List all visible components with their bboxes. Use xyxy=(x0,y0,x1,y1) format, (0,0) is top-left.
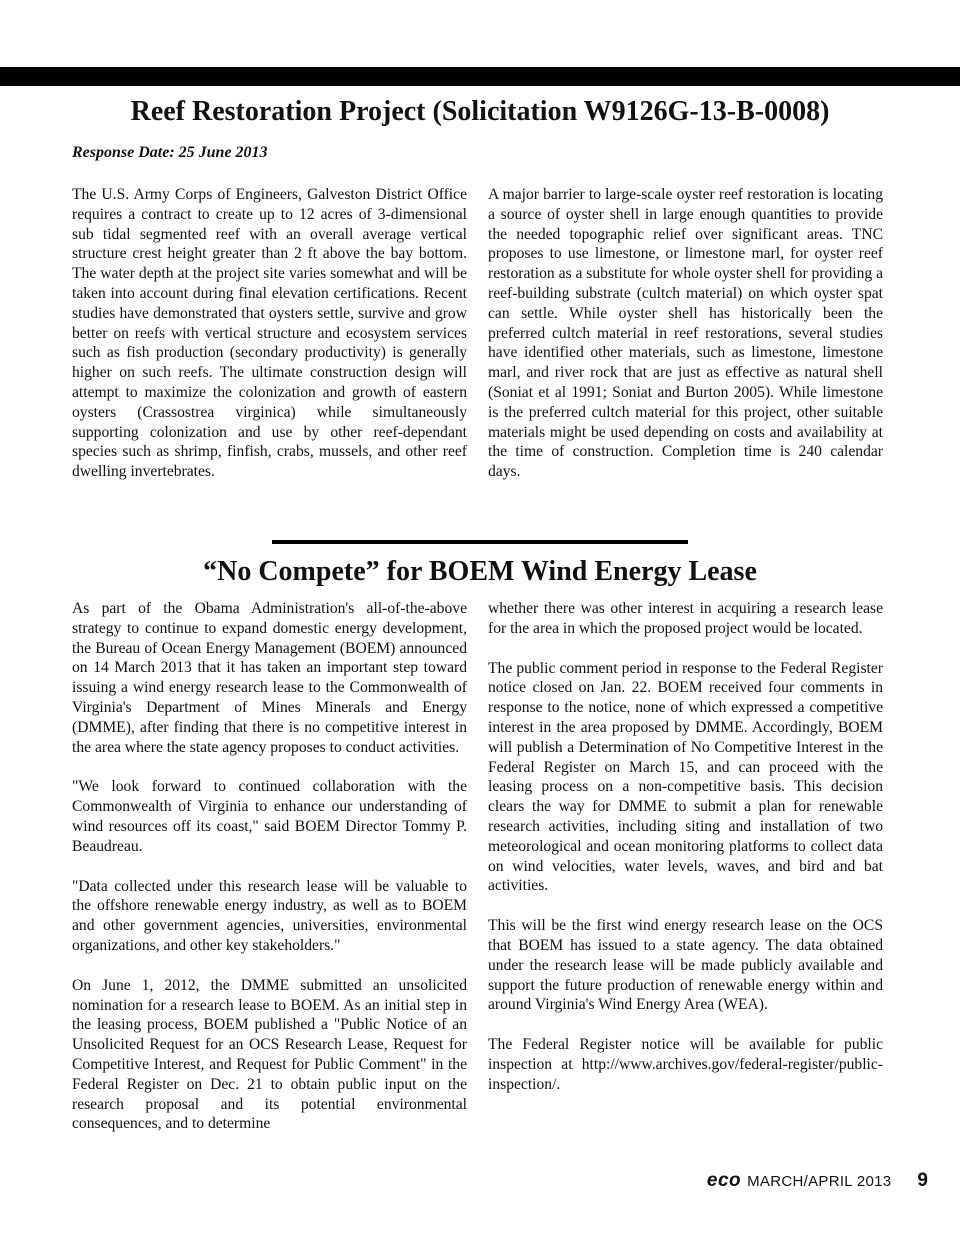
article1-column-left xyxy=(72,185,467,482)
section-divider xyxy=(272,540,688,544)
article-title-reef-restoration: Reef Restoration Project (Solicitation W9126G-13-B-0008) xyxy=(130,96,830,127)
header-bar xyxy=(0,67,960,86)
paragraph: The U.S. Army Corps of Engineers, Galveston District Office requires a contract to create up to 12 acres of 3-dimensional sub tidal segmented reef with an overall average vertical structure crest height greater than 2 ft above the bay bottom. The water depth at the project site varies somewhat and will be taken into account during final elevation certifications. Recent studies have demonstrated that oysters settle, survive and grow better on reefs with vertical structure and ecosystem services such as fish production (secondary productivity) is generally higher on such reefs. The ultimate construction design will attempt to maximize the colonization and growth of eastern oysters (Crassostrea virginica) while simultaneously supporting colonization and use by other reef-dependant species such as shrimp, finfish, crabs, mussels, and other reef dwelling invertebrates. xyxy=(72,186,467,481)
paragraph: A major barrier to large-scale oyster reef restoration is locating a source of oyster shell in large enough quantities to provide the needed topographic relief over significant areas. TNC proposes to use limestone, or limestone marl, for oyster reef restoration as a substitute for whole oyster shell for providing a reef-building substrate (cultch material) on which oyster spat can settle. While oyster shell has historically been the preferred cultch material in reef restorations, several studies have identified other materials, such as limestone, limestone marl, and river rock that are just as effective as natural shell (Soniat et al 1991; Soniat and Burton 2005). While limestone is the preferred cultch material for this project, other suitable materials might be used depending on costs and availability at the time of construction. Completion time is 240 calendar days. xyxy=(488,186,883,481)
paragraph: The public comment period in response to the Federal Register notice closed on Jan. 22. BOEM received four comments in response to the notice, none of which expressed a competitive interest in the area proposed by DMME. Accordingly, BOEM will publish a Determination of No Competitive Interest in the Federal Register on March 15, and can proceed with the leasing process on a non-competitive basis. This decision clears the way for DMME to submit a plan for renewable research activities, including siting and installation of two meteorological and ocean monitoring platforms to collect data on wind velocities, water levels, waves, and bird and bat activities. xyxy=(488,659,883,895)
page-number: 9 xyxy=(917,1170,928,1191)
article1-column-right xyxy=(488,185,883,482)
paragraph: As part of the Obama Administration's all-of-the-above strategy to continue to expand domestic energy development, the Bureau of Ocean Energy Management (BOEM) announced on 14 March 2013 that it has taken an important step toward issuing a wind energy research lease to the Commonwealth of Virginia's Department of Mines Minerals and Energy (DMME), after finding that there is no competitive interest in the area where the state agency proposes to conduct activities. xyxy=(72,600,467,756)
paragraph: "Data collected under this research lease will be valuable to the offshore renewable energy industry, as well as to BOEM and other government agencies, universities, environmental organizations, and other key stakeholders." xyxy=(72,877,467,954)
paragraph: On June 1, 2012, the DMME submitted an unsolicited nomination for a research lease to BOEM. As an initial step in the leasing process, BOEM published a "Public Notice of an Unsolicited Request for an OCS Research Lease, Request for Competitive Interest, and Request for Public Comment" in the Federal Register on Dec. 21 to obtain public input on the research proposal and its potential environmental consequences, and to determine xyxy=(72,976,467,1133)
magazine-brand: eco xyxy=(706,1170,742,1191)
page-footer xyxy=(707,1167,928,1195)
article-title-wind-energy: “No Compete” for BOEM Wind Energy Lease xyxy=(203,556,757,587)
paragraph: "We look forward to continued collaboration with the Commonwealth of Virginia to enhance our understanding of wind resources off its coast," said BOEM Director Tommy P. Beaudreau. xyxy=(72,778,467,855)
paragraph: whether there was other interest in acquiring a research lease for the area in which the proposed project would be located. xyxy=(488,600,883,637)
response-date: Response Date: 25 June 2013 xyxy=(72,144,268,161)
article2-column-right xyxy=(488,599,883,1095)
article2-column-left xyxy=(72,599,467,1134)
paragraph: This will be the first wind energy research lease on the OCS that BOEM has issued to a state agency. The data obtained under the research lease will be made publicly available and support the future production of renewable energy within and around Virginia's Wind Energy Area (WEA). xyxy=(488,917,883,1014)
paragraph: The Federal Register notice will be available for public inspection at http://www.archives.gov/federal-register/public-inspection/. xyxy=(488,1036,883,1093)
issue-date: MARCH/APRIL 2013 xyxy=(747,1172,892,1190)
